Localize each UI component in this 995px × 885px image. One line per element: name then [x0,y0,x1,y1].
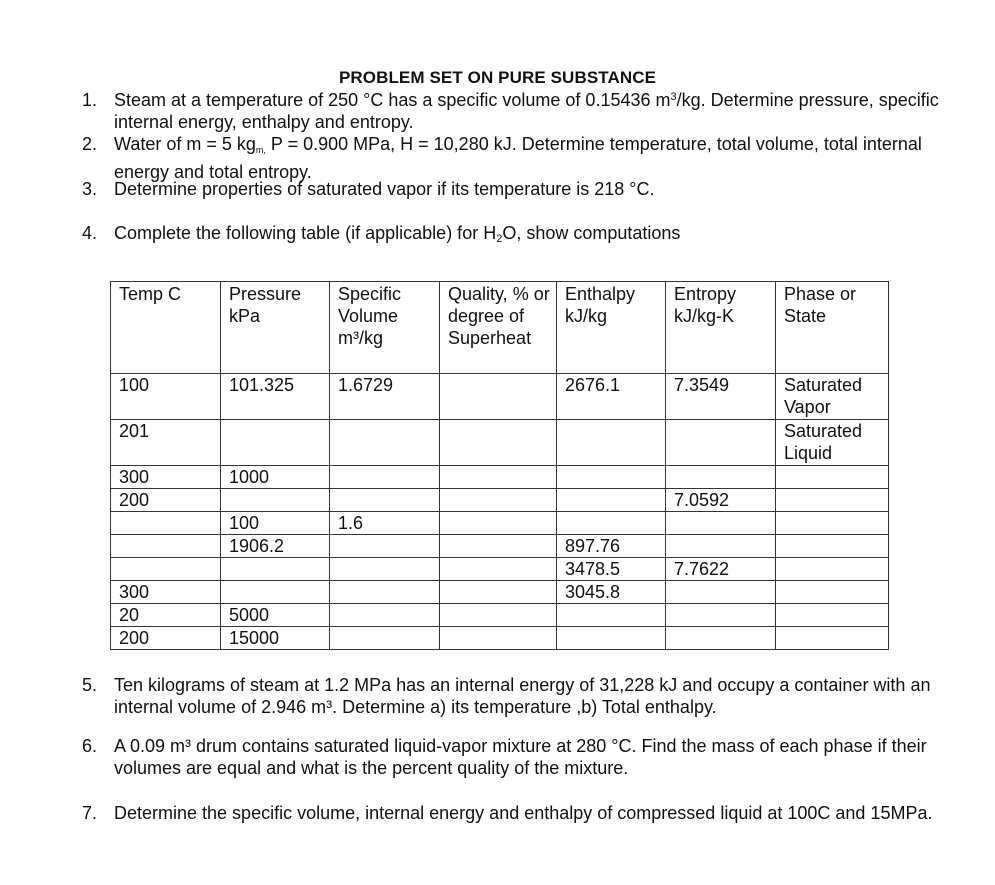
table-cell [557,512,666,535]
table-cell [776,535,889,558]
table-cell [111,512,221,535]
table-cell [666,466,776,489]
problem-text [114,89,964,133]
problem-text-part: /kg. Determine pressure, specific internal energy, enthalpy and entropy. [114,90,939,132]
table-cell: 300 [111,466,221,489]
table-cell [221,489,330,512]
table-cell [666,420,776,466]
table-cell: 5000 [221,604,330,627]
table-cell [330,420,440,466]
table-row [111,489,889,512]
table-cell [111,558,221,581]
table-cell [776,581,889,604]
problem-text [114,222,964,244]
table-row [111,558,889,581]
table-cell [557,604,666,627]
table-cell: 7.0592 [666,489,776,512]
problem-text: Determine properties of saturated vapor if its temperature is 218 °C. [114,179,655,199]
table-cell [440,604,557,627]
table-cell: Saturated Vapor [776,374,889,420]
table-cell [666,627,776,650]
table-cell [330,581,440,604]
table-cell [666,581,776,604]
table-cell: 897.76 [557,535,666,558]
table-row [111,581,889,604]
problem-number: 6. [82,736,98,756]
table-cell: 101.325 [221,374,330,420]
table-cell [440,627,557,650]
table-cell [440,512,557,535]
table-row [111,627,889,650]
problem-number: 4. [82,223,98,243]
table-cell [776,489,889,512]
header-entropy: Entropy kJ/kg-K [666,282,776,374]
table-cell [776,627,889,650]
document-title: PROBLEM SET ON PURE SUBSTANCE [338,68,657,87]
table-cell [666,535,776,558]
problem-number: 2. [82,134,98,154]
table-cell: 201 [111,420,221,466]
table-cell [330,627,440,650]
table-cell [557,420,666,466]
header-quality: Quality, % or degree of Superheat [440,282,557,374]
table-cell [666,604,776,627]
table-cell: 3045.8 [557,581,666,604]
header-enthalpy: Enthalpy kJ/kg [557,282,666,374]
table-cell: 200 [111,627,221,650]
table-cell [221,581,330,604]
table-cell [330,558,440,581]
header-specific-volume: Specific Volume m³/kg [330,282,440,374]
table-cell: 300 [111,581,221,604]
table-cell [440,558,557,581]
table-cell [440,466,557,489]
table-row [111,512,889,535]
table-cell: 2676.1 [557,374,666,420]
table-cell [557,627,666,650]
header-temp: Temp C [111,282,221,374]
table-cell: 1.6 [330,512,440,535]
table-header-row [111,282,889,374]
table-cell: 1000 [221,466,330,489]
header-pressure: Pressure kPa [221,282,330,374]
table-row [111,535,889,558]
problem-text-part: Complete the following table (if applicable) for H [114,223,497,243]
problem-text: Ten kilograms of steam at 1.2 MPa has an internal energy of 31,228 kJ and occupy a container with an internal volume of 2.946 m³. Determine a) its temperature ,b) Total enthalpy. [114,675,931,717]
table-cell [330,535,440,558]
table-cell: 3478.5 [557,558,666,581]
table-cell [440,374,557,420]
table-cell [440,535,557,558]
problem-text-part: P = 0.900 MPa, H = 10,280 kJ. Determine temperature, total volume, total internal energy and total entropy. [114,134,922,182]
problem-number: 1. [82,90,98,110]
table-cell [557,466,666,489]
table-cell [776,558,889,581]
table-cell [776,466,889,489]
problem-text: A 0.09 m³ drum contains saturated liquid-vapor mixture at 280 °C. Find the mass of each phase if their volumes are equal and what is the percent quality of the mixture. [114,736,927,778]
subscript: 2 [496,233,503,245]
table-cell: Saturated Liquid [776,420,889,466]
problem-text-part: Steam at a temperature of 250 °C has a specific volume of 0.15436 m [114,90,671,110]
table-cell: 7.3549 [666,374,776,420]
table-row [111,604,889,627]
problem-number: 5. [82,675,98,695]
table-cell [330,489,440,512]
table-cell: 1.6729 [330,374,440,420]
problem-text-part: O, show computations [502,223,681,243]
table-cell: 100 [221,512,330,535]
table-cell [221,420,330,466]
table-cell: 15000 [221,627,330,650]
table-row [111,466,889,489]
subscript: m, [255,145,266,155]
table-cell [557,489,666,512]
table-cell [776,604,889,627]
table-cell [111,535,221,558]
table-cell [776,512,889,535]
table-cell [440,420,557,466]
table-cell [221,558,330,581]
problem-number: 3. [82,179,98,199]
table-cell: 7.7622 [666,558,776,581]
table-row [111,374,889,420]
problem-text: Determine the specific volume, internal energy and enthalpy of compressed liquid at 100C and 15MPa. [114,803,933,823]
table-cell: 100 [111,374,221,420]
problem-text [114,133,964,183]
table-cell: 20 [111,604,221,627]
table-cell [330,466,440,489]
header-phase: Phase or State [776,282,889,374]
table-cell [440,581,557,604]
table-cell [330,604,440,627]
table-row [111,420,889,466]
problem-text-part: Water of m = 5 kg [114,134,256,154]
table-cell: 200 [111,489,221,512]
problem-number: 7. [82,803,98,823]
superscript: 3 [670,91,677,103]
table-cell [666,512,776,535]
table-cell: 1906.2 [221,535,330,558]
table-cell [440,489,557,512]
steam-properties-table [110,281,889,650]
